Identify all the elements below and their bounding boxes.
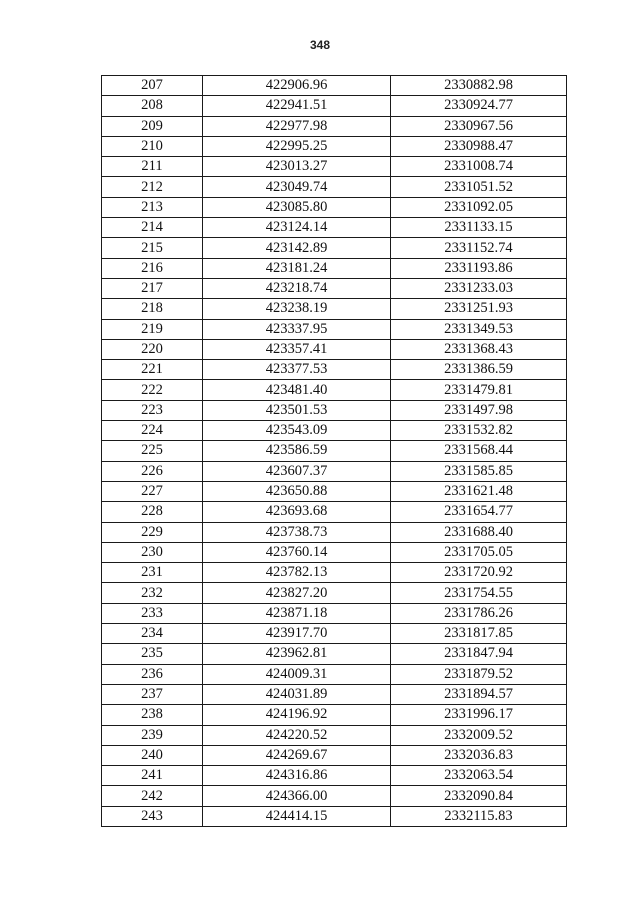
y-coordinate-cell: 2331585.85	[391, 461, 567, 481]
y-coordinate-cell: 2332063.54	[391, 766, 567, 786]
point-number-cell: 215	[102, 238, 203, 258]
x-coordinate-cell: 423760.14	[203, 542, 391, 562]
point-number-cell: 238	[102, 705, 203, 725]
x-coordinate-cell: 422906.96	[203, 76, 391, 96]
table-row	[102, 278, 567, 298]
page-edge	[632, 0, 640, 921]
point-number-cell: 242	[102, 786, 203, 806]
y-coordinate-cell: 2331720.92	[391, 563, 567, 583]
coordinates-table-body	[102, 76, 567, 827]
y-coordinate-cell: 2331654.77	[391, 502, 567, 522]
x-coordinate-cell: 423181.24	[203, 258, 391, 278]
x-coordinate-cell: 424009.31	[203, 664, 391, 684]
table-row	[102, 157, 567, 177]
x-coordinate-cell: 423357.41	[203, 339, 391, 359]
table-row	[102, 136, 567, 156]
table-row	[102, 522, 567, 542]
table-row	[102, 786, 567, 806]
x-coordinate-cell: 424220.52	[203, 725, 391, 745]
x-coordinate-cell: 422977.98	[203, 116, 391, 136]
y-coordinate-cell: 2331996.17	[391, 705, 567, 725]
point-number-cell: 211	[102, 157, 203, 177]
table-row	[102, 563, 567, 583]
y-coordinate-cell: 2331705.05	[391, 542, 567, 562]
point-number-cell: 210	[102, 136, 203, 156]
point-number-cell: 225	[102, 441, 203, 461]
x-coordinate-cell: 423586.59	[203, 441, 391, 461]
x-coordinate-cell: 424316.86	[203, 766, 391, 786]
point-number-cell: 216	[102, 258, 203, 278]
point-number-cell: 212	[102, 177, 203, 197]
table-row	[102, 258, 567, 278]
y-coordinate-cell: 2331532.82	[391, 421, 567, 441]
coordinates-table	[101, 75, 567, 827]
x-coordinate-cell: 423782.13	[203, 563, 391, 583]
y-coordinate-cell: 2331688.40	[391, 522, 567, 542]
y-coordinate-cell: 2332115.83	[391, 806, 567, 826]
y-coordinate-cell: 2331051.52	[391, 177, 567, 197]
point-number-cell: 214	[102, 218, 203, 238]
y-coordinate-cell: 2331568.44	[391, 441, 567, 461]
table-row	[102, 421, 567, 441]
x-coordinate-cell: 423142.89	[203, 238, 391, 258]
point-number-cell: 234	[102, 624, 203, 644]
y-coordinate-cell: 2331233.03	[391, 278, 567, 298]
y-coordinate-cell: 2331621.48	[391, 481, 567, 501]
x-coordinate-cell: 423049.74	[203, 177, 391, 197]
x-coordinate-cell: 423607.37	[203, 461, 391, 481]
point-number-cell: 232	[102, 583, 203, 603]
table-row	[102, 299, 567, 319]
table-row	[102, 380, 567, 400]
y-coordinate-cell: 2331847.94	[391, 644, 567, 664]
x-coordinate-cell: 423013.27	[203, 157, 391, 177]
y-coordinate-cell: 2331386.59	[391, 360, 567, 380]
y-coordinate-cell: 2331133.15	[391, 218, 567, 238]
table-row	[102, 583, 567, 603]
y-coordinate-cell: 2331879.52	[391, 664, 567, 684]
y-coordinate-cell: 2332009.52	[391, 725, 567, 745]
table-row	[102, 664, 567, 684]
point-number-cell: 222	[102, 380, 203, 400]
x-coordinate-cell: 424031.89	[203, 684, 391, 704]
table-row	[102, 644, 567, 664]
point-number-cell: 219	[102, 319, 203, 339]
point-number-cell: 221	[102, 360, 203, 380]
y-coordinate-cell: 2331152.74	[391, 238, 567, 258]
table-row	[102, 96, 567, 116]
y-coordinate-cell: 2331368.43	[391, 339, 567, 359]
point-number-cell: 233	[102, 603, 203, 623]
point-number-cell: 224	[102, 421, 203, 441]
point-number-cell: 236	[102, 664, 203, 684]
table-row	[102, 806, 567, 826]
y-coordinate-cell: 2331497.98	[391, 400, 567, 420]
table-row	[102, 502, 567, 522]
point-number-cell: 207	[102, 76, 203, 96]
point-number-cell: 228	[102, 502, 203, 522]
y-coordinate-cell: 2331251.93	[391, 299, 567, 319]
point-number-cell: 240	[102, 745, 203, 765]
y-coordinate-cell: 2331092.05	[391, 197, 567, 217]
point-number-cell: 218	[102, 299, 203, 319]
table-row	[102, 76, 567, 96]
x-coordinate-cell: 423085.80	[203, 197, 391, 217]
x-coordinate-cell: 423501.53	[203, 400, 391, 420]
x-coordinate-cell: 423337.95	[203, 319, 391, 339]
y-coordinate-cell: 2330924.77	[391, 96, 567, 116]
table-row	[102, 177, 567, 197]
table-row	[102, 400, 567, 420]
point-number-cell: 231	[102, 563, 203, 583]
point-number-cell: 209	[102, 116, 203, 136]
point-number-cell: 217	[102, 278, 203, 298]
y-coordinate-cell: 2331894.57	[391, 684, 567, 704]
table-row	[102, 197, 567, 217]
page-number: 348	[309, 38, 331, 52]
table-row	[102, 725, 567, 745]
table-row	[102, 238, 567, 258]
x-coordinate-cell: 422941.51	[203, 96, 391, 116]
x-coordinate-cell: 423377.53	[203, 360, 391, 380]
y-coordinate-cell: 2331754.55	[391, 583, 567, 603]
point-number-cell: 220	[102, 339, 203, 359]
y-coordinate-cell: 2330882.98	[391, 76, 567, 96]
table-row	[102, 684, 567, 704]
table-row	[102, 319, 567, 339]
table-row	[102, 441, 567, 461]
x-coordinate-cell: 423962.81	[203, 644, 391, 664]
y-coordinate-cell: 2331817.85	[391, 624, 567, 644]
x-coordinate-cell: 423481.40	[203, 380, 391, 400]
y-coordinate-cell: 2331008.74	[391, 157, 567, 177]
x-coordinate-cell: 423124.14	[203, 218, 391, 238]
table-row	[102, 339, 567, 359]
point-number-cell: 235	[102, 644, 203, 664]
point-number-cell: 229	[102, 522, 203, 542]
y-coordinate-cell: 2330967.56	[391, 116, 567, 136]
x-coordinate-cell: 423871.18	[203, 603, 391, 623]
point-number-cell: 227	[102, 481, 203, 501]
y-coordinate-cell: 2332036.83	[391, 745, 567, 765]
table-row	[102, 542, 567, 562]
point-number-cell: 223	[102, 400, 203, 420]
x-coordinate-cell: 423827.20	[203, 583, 391, 603]
x-coordinate-cell: 422995.25	[203, 136, 391, 156]
y-coordinate-cell: 2331349.53	[391, 319, 567, 339]
x-coordinate-cell: 423218.74	[203, 278, 391, 298]
table-row	[102, 603, 567, 623]
table-row	[102, 481, 567, 501]
y-coordinate-cell: 2331193.86	[391, 258, 567, 278]
point-number-cell: 213	[102, 197, 203, 217]
point-number-cell: 230	[102, 542, 203, 562]
x-coordinate-cell: 424414.15	[203, 806, 391, 826]
table-row	[102, 745, 567, 765]
x-coordinate-cell: 423543.09	[203, 421, 391, 441]
point-number-cell: 241	[102, 766, 203, 786]
x-coordinate-cell: 424196.92	[203, 705, 391, 725]
table-row	[102, 624, 567, 644]
table-row	[102, 360, 567, 380]
table-row	[102, 766, 567, 786]
x-coordinate-cell: 423650.88	[203, 481, 391, 501]
x-coordinate-cell: 423738.73	[203, 522, 391, 542]
x-coordinate-cell: 423917.70	[203, 624, 391, 644]
point-number-cell: 243	[102, 806, 203, 826]
x-coordinate-cell: 423693.68	[203, 502, 391, 522]
point-number-cell: 239	[102, 725, 203, 745]
y-coordinate-cell: 2332090.84	[391, 786, 567, 806]
y-coordinate-cell: 2331786.26	[391, 603, 567, 623]
table-row	[102, 116, 567, 136]
table-row	[102, 461, 567, 481]
table-row	[102, 705, 567, 725]
point-number-cell: 226	[102, 461, 203, 481]
point-number-cell: 208	[102, 96, 203, 116]
point-number-cell: 237	[102, 684, 203, 704]
x-coordinate-cell: 423238.19	[203, 299, 391, 319]
y-coordinate-cell: 2331479.81	[391, 380, 567, 400]
y-coordinate-cell: 2330988.47	[391, 136, 567, 156]
x-coordinate-cell: 424366.00	[203, 786, 391, 806]
table-row	[102, 218, 567, 238]
x-coordinate-cell: 424269.67	[203, 745, 391, 765]
